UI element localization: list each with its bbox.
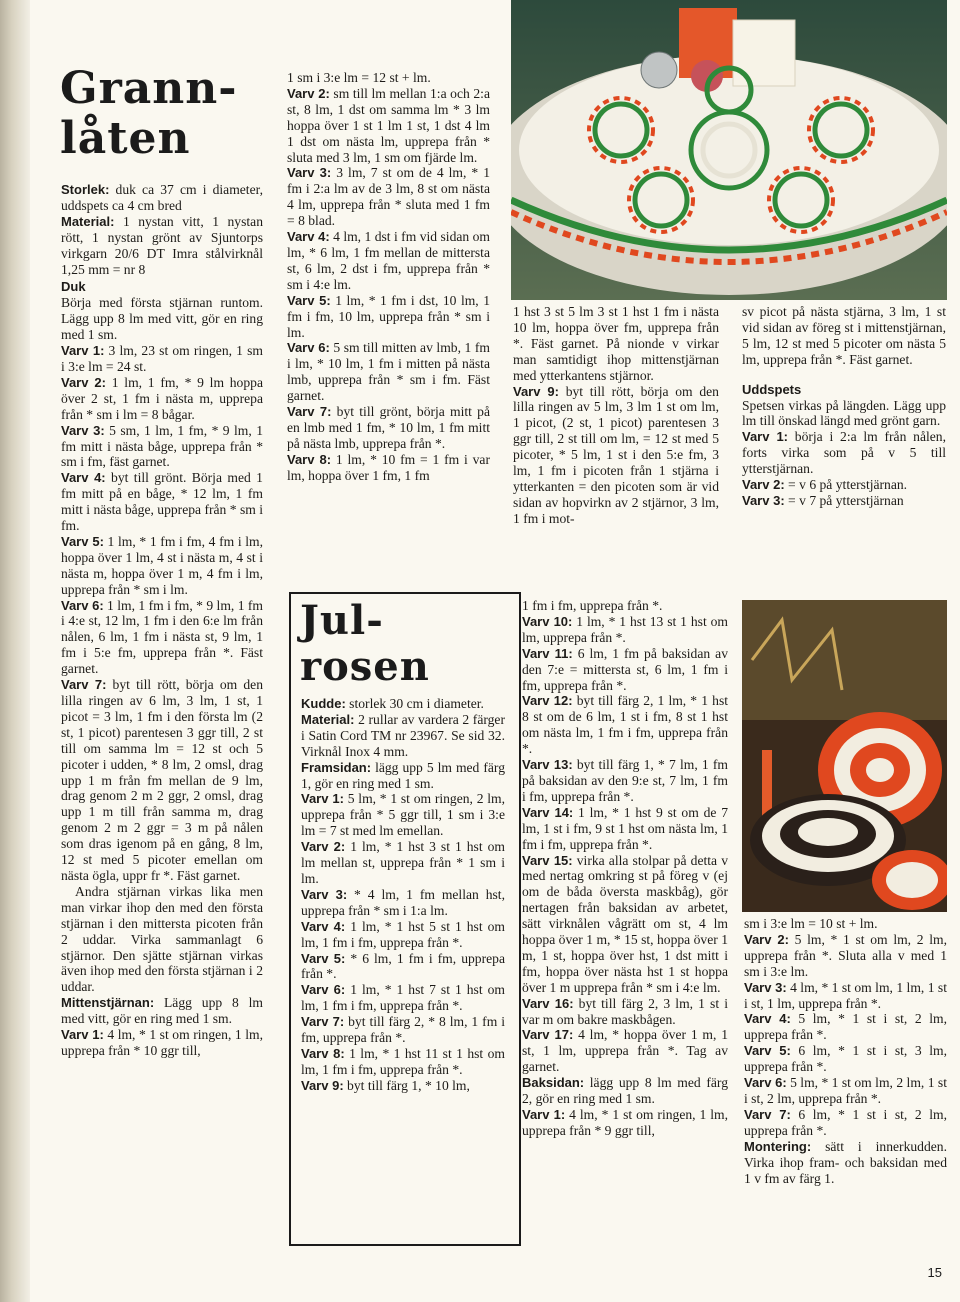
paragraph-text: 4 lm, * 1 st om ringen, 1 lm, upprepa från * 9 ggr till, bbox=[522, 1107, 728, 1138]
row-label: Varv 12: bbox=[522, 693, 573, 709]
paragraph bbox=[744, 1043, 947, 1075]
grannlaten-column-2 bbox=[287, 70, 490, 576]
paragraph bbox=[744, 1011, 947, 1043]
row-label: Varv 9: bbox=[513, 383, 559, 399]
paragraph bbox=[61, 295, 263, 343]
paragraph bbox=[61, 884, 263, 995]
paragraph bbox=[61, 1027, 263, 1059]
row-label: Montering: bbox=[744, 1138, 812, 1154]
paragraph bbox=[522, 1107, 728, 1139]
row-label: Varv 4: bbox=[287, 229, 330, 245]
paragraph bbox=[522, 693, 728, 757]
paragraph-text: 5 lm, * 1 st i st, 2 lm, upprepa från *. bbox=[744, 1011, 947, 1043]
paragraph bbox=[287, 452, 490, 484]
paragraph-text: sv picot på nästa stjärna, 3 lm, 1 st vid sidan av föreg st i mittenstjärnan, 5 lm, 12 st med 5 picoter om nästa 5 lm, upprepa från *. Fäst garnet. bbox=[742, 304, 946, 367]
row-label: Varv 1: bbox=[742, 429, 789, 445]
row-label: Varv 2: bbox=[742, 477, 785, 493]
row-label: Varv 7: bbox=[744, 1106, 791, 1122]
paragraph bbox=[744, 916, 947, 932]
paragraph-text: 3 lm, 23 st om ringen, 1 sm i 3:e lm = 24 st. bbox=[61, 343, 263, 374]
row-label: Varv 11: bbox=[522, 645, 573, 661]
row-label: Varv 15: bbox=[522, 852, 573, 868]
row-label: Varv 8: bbox=[287, 451, 332, 467]
row-label: Varv 4: bbox=[61, 470, 106, 486]
paragraph bbox=[301, 696, 505, 712]
paragraph-text: 1 hst 3 st 5 lm 3 st 1 hst 1 fm i nästa 10 lm, hoppa över fm, upprepa från *. Fäst garnet. På nionde v virkar man samtidigt ihop mittenstjärnan med ytterkantens stjärnor. bbox=[513, 304, 719, 383]
row-label: Varv 6: bbox=[287, 340, 330, 356]
paragraph-text: duk ca 37 cm i diameter, uddspets ca 4 cm bred bbox=[61, 182, 263, 213]
paragraph bbox=[61, 995, 263, 1027]
row-label: Varv 3: bbox=[301, 886, 348, 902]
paragraph-text: 4 lm, * 1 st om ringen, 1 lm, upprepa från * 10 ggr till, bbox=[61, 1027, 263, 1058]
doily-illustration bbox=[511, 0, 947, 300]
paragraph-text: = v 6 på ytterstjärnan. bbox=[784, 477, 908, 493]
row-label: Varv 6: bbox=[301, 982, 346, 998]
paragraph-text: Börja med första stjärnan runtom. Lägg upp 8 lm med vitt, gör en ring med 1 sm. bbox=[61, 295, 263, 343]
paragraph bbox=[61, 375, 263, 423]
paragraph-text: byt till färg 1, * 7 lm, 1 fm på baksidan av den 9:e st, 7 lm, 1 fm i fm, upprepa från *. bbox=[522, 757, 728, 804]
row-label: Varv 2: bbox=[287, 85, 330, 101]
row-label: Varv 1: bbox=[61, 1027, 104, 1043]
row-label: Varv 8: bbox=[301, 1045, 345, 1061]
paragraph-text: 6 lm, 1 fm på baksidan av den 7:e = mittersta st, 6 lm, 1 fm i fm, upprepa från *. bbox=[522, 645, 728, 693]
paragraph bbox=[744, 932, 947, 980]
paragraph-text: Lägg upp 8 lm med vitt, gör en ring med 1 sm. bbox=[61, 995, 263, 1027]
paragraph-text: * 4 lm, 1 fm mellan hst, upprepa från * sm i 1:a lm. bbox=[301, 886, 505, 918]
paragraph bbox=[301, 791, 505, 839]
row-label: Varv 1: bbox=[61, 343, 105, 359]
paragraph bbox=[513, 384, 719, 527]
paragraph bbox=[742, 493, 946, 509]
paragraph bbox=[301, 982, 505, 1014]
row-label: Varv 10: bbox=[522, 613, 573, 629]
row-label: Varv 5: bbox=[301, 950, 346, 966]
row-label: Varv 2: bbox=[61, 374, 106, 390]
row-label: Baksidan: bbox=[522, 1075, 585, 1091]
paragraph-text: sm till lm mellan 1:a och 2:a st, 8 lm, 1 dst om samma lm * 3 lm hoppa över 1 st 1 lm 1 st, 1 dst 4 lm 1 dst om nästa lm, upprepa från * sluta med 3 lm, 1 sm om fjärde lm. bbox=[287, 85, 490, 165]
paragraph bbox=[61, 214, 263, 278]
row-label: Varv 1: bbox=[301, 791, 344, 807]
paragraph bbox=[742, 477, 946, 493]
paragraph bbox=[301, 1046, 505, 1078]
paragraph-text: storlek 30 cm i diameter. bbox=[345, 696, 484, 711]
paragraph-text: 6 lm, * 1 st i st, 3 lm, upprepa från *. bbox=[744, 1043, 947, 1075]
paragraph-text: 1 fm i fm, upprepa från *. bbox=[522, 598, 663, 613]
paragraph-text: = v 7 på ytterstjärnan bbox=[784, 492, 904, 508]
row-label: Varv 16: bbox=[522, 995, 574, 1011]
cushion-photo bbox=[742, 600, 947, 912]
row-label: Varv 4: bbox=[744, 1011, 791, 1027]
paragraph bbox=[61, 182, 263, 214]
paragraph-text: byt till färg 1, * 10 lm, bbox=[343, 1077, 470, 1093]
row-label: Varv 9: bbox=[301, 1077, 344, 1093]
paragraph-text: 1 lm, * 1 hst 5 st 1 hst om lm, 1 fm i fm, upprepa från *. bbox=[301, 918, 505, 950]
paragraph-text: * 6 lm, 1 fm i fm, upprepa från *. bbox=[301, 950, 505, 982]
paragraph-text: 1 lm, * 1 fm i dst, 10 lm, 1 fm i fm, 10 lm, upprepa från * sm i lm. bbox=[287, 292, 490, 340]
paragraph-text: sätt i innerkudden. Virka ihop fram- och baksidan med 1 v fm av färg 1. bbox=[744, 1138, 947, 1186]
row-label: Varv 5: bbox=[61, 533, 104, 549]
row-label: Varv 3: bbox=[742, 492, 785, 508]
paragraph-text: 6 lm, * 1 st i st, 2 lm, upprepa från *. bbox=[744, 1106, 947, 1138]
title-line-2: låten bbox=[60, 113, 191, 164]
paragraph bbox=[301, 887, 505, 919]
paragraph-text: 1 lm, * 1 hst 13 st 1 hst om lm, upprepa från *. bbox=[522, 613, 728, 645]
grannlaten-column-1 bbox=[61, 182, 263, 1242]
paragraph-text: byt till färg 2, 1 lm, * 1 hst 8 st om de 6 lm, 1 st i fm, 8 st 1 hst om nästa lm, 1 fm i fm, upprepa från *. bbox=[522, 693, 728, 757]
row-label: Varv 3: bbox=[61, 422, 105, 438]
paragraph bbox=[61, 598, 263, 678]
paragraph bbox=[61, 423, 263, 471]
paragraph-text: byt till rött, börja om den lilla ringen av 6 lm, 3 lm, 1 st, 1 picot = 3 lm, 1 fm i den första lm (2 st, 1 picot) parentesen 3 ggr till, 2 st till om samma lm = 12 st och 5 picoter i udden, * 8 lm, 2 omsl, drag upp 1 m från fm mellan de 9 lm, drag genom 2 m 2 ggr, 2 omsl, drag upp 1 m till från samma m, drag genom 2 m 2 ggr = 3 m på nålen som dras igenom på en gång, 8 lm, 12 st med 5 picoter emellan om nästa ögla, uppr fr *. Fäst garnet. bbox=[61, 677, 263, 883]
paragraph bbox=[287, 165, 490, 229]
paragraph bbox=[742, 429, 946, 477]
paragraph bbox=[522, 646, 728, 694]
row-label: Varv 3: bbox=[287, 165, 332, 181]
paragraph bbox=[287, 70, 490, 86]
row-label: Varv 7: bbox=[287, 404, 332, 420]
page-gutter-shadow bbox=[0, 0, 30, 1302]
paragraph bbox=[61, 677, 263, 884]
title-line-2: rosen bbox=[300, 643, 430, 690]
paragraph-text: börja i 2:a lm från nålen, forts virka som på v 5 till ytterstjärnan. bbox=[742, 429, 946, 477]
row-label: Varv 13: bbox=[522, 757, 573, 773]
paragraph bbox=[522, 996, 728, 1028]
paragraph bbox=[522, 853, 728, 996]
paragraph bbox=[522, 757, 728, 805]
paragraph-text: 3 lm, 7 st om de 4 lm, * 1 fm i 2:a lm av de 3 lm, 8 st om nästa 4 lm, upprepa från * sluta med 1 fm = 8 blad. bbox=[287, 165, 490, 229]
paragraph bbox=[287, 229, 490, 293]
grannlaten-column-4 bbox=[742, 304, 946, 574]
row-label: Mittenstjärnan: bbox=[61, 995, 155, 1011]
paragraph-text: 5 sm, 1 lm, 1 fm, * 9 lm, 1 fm mitt i nästa båge, upprepa från * sm i fm, fäst garnet. bbox=[61, 422, 263, 470]
paragraph-text: 1 lm, * 1 hst 9 st om de 7 lm, 1 st i fm, 9 st 1 hst om nästa lm, 1 fm i fm, upprepa från *. bbox=[522, 804, 728, 852]
row-label: Material: bbox=[301, 711, 355, 727]
paragraph-text: 4 lm, * 1 st om lm, 1 lm, 1 st i st, 1 lm, upprepa från *. bbox=[744, 979, 947, 1011]
paragraph bbox=[522, 1027, 728, 1075]
row-label: Varv 5: bbox=[287, 292, 331, 308]
julrosen-column-1 bbox=[301, 696, 505, 1240]
paragraph bbox=[301, 839, 505, 887]
paragraph-text: Spetsen virkas på längden. Lägg upp lm till önskad längd med grönt garn. bbox=[742, 397, 946, 429]
row-label: Varv 7: bbox=[301, 1014, 345, 1030]
row-label: Varv 7: bbox=[61, 677, 107, 693]
paragraph bbox=[301, 760, 505, 792]
paragraph-text: 1 lm, * 10 fm = 1 fm i var lm, hoppa över 1 fm, 1 fm bbox=[287, 451, 490, 483]
paragraph-text: virka alla stolpar på detta v med nertag omkring st på föreg v (ej om de båda översta maskbåg), gör nertagen från baksidan av arbetet, sätt virknålen vågrätt om st, 4 lm hoppa över 1 m, * 15 st, hoppa över 1 m, 1 st, hoppa över hst, 1 dst mitt i fm, hoppa över nästa hst 1 st hoppa över 1 m upprepa från * sm i 4:e lm. bbox=[522, 852, 728, 995]
page-number: 15 bbox=[927, 1265, 942, 1280]
paragraph-text: byt till grönt. Börja med 1 fm mitt på en båge, * 12 lm, 1 fm mitt i nästa båge, upprepa från * sm i fm. bbox=[61, 470, 263, 534]
paragraph bbox=[287, 293, 490, 341]
paragraph-text: 1 nystan vitt, 1 nystan rött, 1 nystan grönt av Sjuntorps virkgarn 20/6 DT Imra stålvirknål 1,25 mm = nr 8 bbox=[61, 213, 263, 277]
paragraph-text: 1 lm, 1 fm i fm, * 9 lm, 1 fm i 4:e st, 12 lm, 1 fm i den 6:e lm från nålen, 6 lm, 1 fm i nästa st, 9 lm, 1 fm i 5:e fm, upprepa från *. Fäst garnet. bbox=[61, 597, 263, 677]
paragraph-text: 1 lm, 1 fm, * 9 lm hoppa över 2 st, 1 fm i nästa m, upprepa från * sm i lm = 8 bågar. bbox=[61, 374, 263, 422]
paragraph bbox=[513, 304, 719, 384]
title-line-1: Grann- bbox=[60, 63, 238, 114]
paragraph-text: 5 lm, * 1 st om ringen, 2 lm, upprepa från * 5 ggr till, 1 sm i 3:e lm = 7 st med lm emellan. bbox=[301, 791, 505, 839]
paragraph-text: byt till grönt, börja mitt på en lmb med 1 fm, * 10 lm, 1 fm mitt på nästa lmb, upprepa från *. bbox=[287, 404, 490, 451]
paragraph bbox=[522, 805, 728, 853]
paragraph bbox=[301, 951, 505, 983]
paragraph-text: 2 rullar av vardera 2 färger i Satin Cord TM nr 23967. Se sid 32. Virknål Inox 4 mm. bbox=[301, 711, 505, 759]
section-heading: Uddspets bbox=[742, 381, 802, 397]
paragraph bbox=[522, 1075, 728, 1107]
paragraph-text: 1 lm, * 1 fm i fm, 4 fm i lm, hoppa över 1 lm, 4 st i nästa m, 4 st i nästa m, hoppa över 1 m, 4 fm i lm, upprepa från * sm i lm. bbox=[61, 533, 263, 597]
paragraph bbox=[287, 404, 490, 452]
paragraph-text: 5 lm, * 1 st om lm, 2 lm, upprepa från *. Sluta alla v med 1 sm i 3:e lm. bbox=[744, 931, 947, 979]
paragraph bbox=[301, 919, 505, 951]
paragraph bbox=[744, 1107, 947, 1139]
paragraph bbox=[522, 598, 728, 614]
row-label: Varv 17: bbox=[522, 1027, 574, 1043]
section-heading: Duk bbox=[61, 279, 86, 295]
paragraph-text: byt till färg 2, 3 lm, 1 st i var m om bakre maskbågen. bbox=[522, 995, 728, 1027]
paragraph-text: byt till färg 2, * 8 lm, 1 fm i fm, upprepa från *. bbox=[301, 1014, 505, 1046]
paragraph bbox=[301, 1014, 505, 1046]
paragraph bbox=[744, 980, 947, 1012]
paragraph-text: 1 lm, * 1 hst 7 st 1 hst om lm, 1 fm i fm, upprepa från *. bbox=[301, 982, 505, 1014]
paragraph-text: 5 sm till mitten av lmb, 1 fm i lm, * 10 lm, 1 fm i mitten på nästa lmb, upprepa från * sm i fm. Fäst garnet. bbox=[287, 340, 490, 404]
paragraph-text: lägg upp 8 lm med färg 2, gör en ring med 1 sm. bbox=[522, 1075, 728, 1107]
row-label: Varv 6: bbox=[744, 1075, 787, 1091]
row-label: Varv 2: bbox=[301, 839, 346, 855]
row-label: Varv 2: bbox=[744, 931, 789, 947]
row-label: Storlek: bbox=[61, 182, 110, 197]
paragraph bbox=[287, 86, 490, 166]
paragraph bbox=[61, 470, 263, 534]
cushion-illustration bbox=[742, 600, 947, 912]
paragraph-text: 5 lm, * 1 st om lm, 2 lm, 1 st i st, 2 lm, upprepa från *. bbox=[744, 1075, 947, 1106]
paragraph bbox=[61, 534, 263, 598]
paragraph bbox=[61, 343, 263, 375]
paragraph-text: lägg upp 5 lm med färg 1, gör en ring med 1 sm. bbox=[301, 759, 505, 791]
row-label: Kudde: bbox=[301, 696, 346, 711]
paragraph bbox=[744, 1075, 947, 1107]
row-label: Varv 1: bbox=[522, 1107, 566, 1122]
paragraph bbox=[301, 1078, 505, 1094]
paragraph-text: 1 sm i 3:e lm = 12 st + lm. bbox=[287, 70, 431, 85]
julrosen-column-2 bbox=[522, 598, 728, 1242]
title-line-1: Jul- bbox=[300, 597, 384, 644]
paragraph bbox=[522, 614, 728, 646]
article-title-grannlaten bbox=[60, 64, 238, 164]
paragraph-text: byt till rött, börja om den lilla ringen av 5 lm, 3 lm 1 st om lm, 1 picot, (2 st, 1 picot) parentesen 3 ggr till, 2 st till om lm, = 12 st med 5 picoter, * 5 lm, 1 st i den 5:e fm, 3 lm, 1 fm i picoten från 1 stjärna i ytterkanten = den picoten som är vid sidan av hopvirkn av 2 stjärnor, 3 lm, 1 fm i mot- bbox=[513, 383, 719, 526]
row-label: Material: bbox=[61, 213, 115, 229]
paragraph-text: 1 lm, * 1 hst 3 st 1 hst om lm mellan st, upprepa från * 1 sm i lm. bbox=[301, 839, 505, 886]
paragraph bbox=[287, 340, 490, 404]
paragraph bbox=[301, 712, 505, 760]
paragraph-text: 1 lm, * 1 hst 11 st 1 hst om lm, 1 fm i fm, upprepa från *. bbox=[301, 1045, 505, 1077]
article-title-julrosen bbox=[300, 598, 430, 690]
row-label: Varv 5: bbox=[744, 1043, 791, 1059]
paragraph-text: 4 lm, 1 dst i fm vid sidan om lm, * 6 lm, 1 fm mellan de mittersta st, 6 lm, 2 dst i fm, upprepa från * sm i 4:e lm. bbox=[287, 229, 490, 292]
paragraph bbox=[742, 398, 946, 430]
doily-photo bbox=[511, 0, 947, 300]
paragraph-text: 4 lm, * hoppa över 1 m, 1 st, 1 lm, upprepa från *. Tag av garnet. bbox=[522, 1027, 728, 1075]
grannlaten-column-3 bbox=[513, 304, 719, 574]
paragraph-text: Andra stjärnan virkas lika men man virkar ihop den med den första stjärnan i den mittersta picoten från 2 uddar. Virka sammanlagt 6 stjärnor. Den sjätte stjärnan virkas även ihop med den första stjärnan i 2 uddar. bbox=[61, 883, 263, 995]
paragraph bbox=[742, 304, 946, 368]
paragraph bbox=[744, 1139, 947, 1187]
row-label: Varv 3: bbox=[744, 979, 787, 995]
paragraph-text: sm i 3:e lm = 10 st + lm. bbox=[744, 916, 878, 931]
row-label: Varv 6: bbox=[61, 597, 104, 613]
julrosen-column-3 bbox=[744, 916, 947, 1242]
row-label: Varv 4: bbox=[301, 918, 346, 934]
row-label: Framsidan: bbox=[301, 759, 372, 775]
row-label: Varv 14: bbox=[522, 804, 574, 820]
